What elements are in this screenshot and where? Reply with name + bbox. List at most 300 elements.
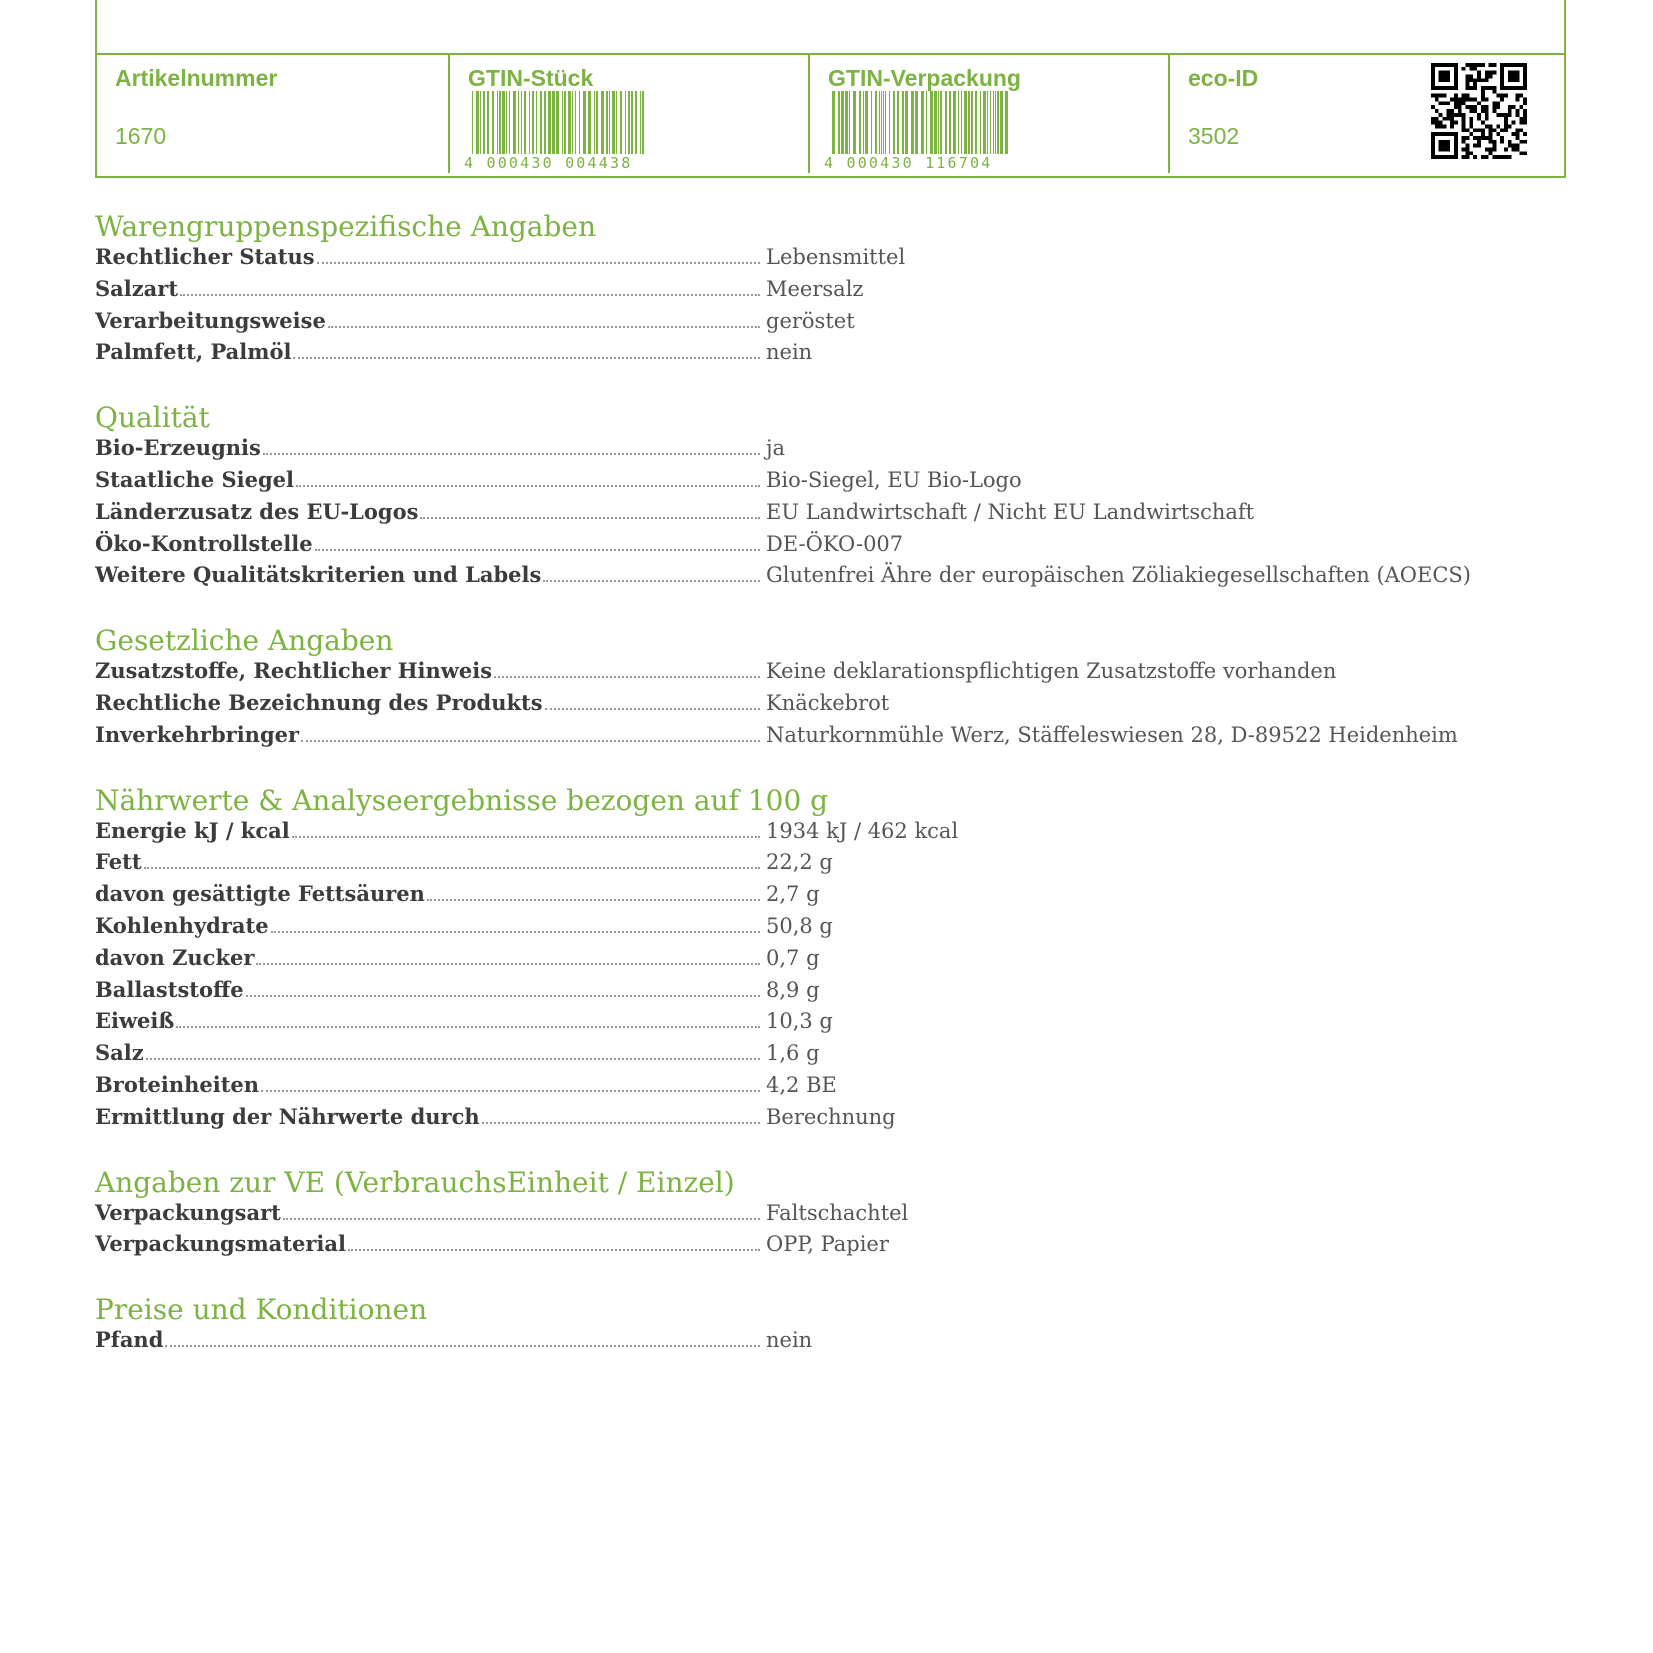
dot-leader [296, 485, 760, 487]
barcode-bar [472, 91, 473, 154]
qr-module [1477, 101, 1481, 105]
qr-module [1450, 117, 1454, 121]
qr-module [1504, 124, 1508, 128]
dot-leader [543, 580, 760, 582]
qr-module [1446, 117, 1450, 121]
qr-module [1492, 90, 1496, 94]
spec-label: Energie kJ / kcal [95, 817, 290, 843]
qr-module [1492, 101, 1496, 105]
qr-module [1515, 128, 1519, 132]
spec-label: Broteinheiten [95, 1071, 260, 1097]
qr-module [1515, 136, 1519, 140]
qr-module [1492, 63, 1496, 67]
barcode-bar [849, 91, 850, 154]
barcode-bar [905, 91, 908, 154]
spec-row [95, 1104, 1566, 1136]
qr-module [1489, 128, 1493, 132]
barcode-bar [552, 91, 555, 154]
qr-module [1481, 90, 1485, 94]
qr-module [1462, 136, 1466, 140]
barcode-bar [949, 91, 951, 154]
barcode-bar [875, 91, 877, 154]
qr-module [1435, 117, 1439, 121]
barcode-bar [993, 91, 994, 154]
spec-value: geröstet [766, 308, 855, 333]
spec-row [95, 499, 1566, 531]
qr-module [1523, 109, 1527, 113]
qr-module [1481, 136, 1485, 140]
qr-module [1462, 121, 1466, 125]
qr-module [1481, 128, 1485, 132]
dot-leader [292, 836, 760, 838]
barcode-bar [642, 91, 644, 154]
barcode-bar [975, 91, 977, 154]
spec-label: Eiweiß [95, 1008, 175, 1034]
barcode-bar [987, 91, 988, 154]
spec-row [95, 881, 1566, 913]
qr-module [1508, 71, 1520, 83]
qr-module [1515, 144, 1519, 148]
spec-value: 2,7 g [766, 882, 820, 907]
barcode-bar [859, 91, 861, 154]
qr-module [1500, 94, 1504, 98]
spec-label-wrap [95, 658, 760, 683]
spec-label: Ermittlung der Nährwerte durch [95, 1103, 480, 1129]
barcode-bar [938, 91, 939, 154]
qr-module [1466, 78, 1470, 82]
barcode-bar [625, 91, 626, 154]
qr-module [1508, 113, 1512, 117]
qr-module [1469, 121, 1473, 125]
qr-module [1489, 151, 1493, 155]
spec-label-wrap [95, 1327, 760, 1352]
spec-value: EU Landwirtschaft / Nicht EU Landwirtschaft [766, 499, 1255, 524]
spec-value: 8,9 g [766, 977, 820, 1002]
qr-module [1512, 105, 1516, 109]
spec-label: Bio-Erzeugnis [95, 435, 261, 461]
qr-module [1477, 78, 1481, 82]
qr-module [1469, 63, 1473, 67]
qr-module [1508, 155, 1512, 159]
spec-label-wrap [95, 1072, 760, 1097]
barcode-bar [509, 91, 510, 154]
barcode-bar [556, 91, 559, 154]
qr-module [1446, 113, 1450, 117]
qr-module [1515, 109, 1519, 113]
barcode-bar [945, 91, 947, 154]
qr-module [1492, 144, 1496, 148]
barcode-bar [524, 91, 526, 154]
qr-module [1431, 117, 1435, 121]
spec-value: Faltschachtel [766, 1200, 909, 1225]
qr-module [1504, 94, 1508, 98]
section [95, 401, 1566, 594]
barcode-bar [575, 91, 576, 154]
qr-module [1504, 147, 1508, 151]
qr-module [1431, 94, 1435, 98]
barcode-bar [940, 91, 942, 154]
spec-row [95, 244, 1566, 276]
qr-module [1477, 63, 1481, 67]
qr-module [1454, 105, 1458, 109]
qr-module [1481, 63, 1485, 67]
qr-module [1485, 136, 1489, 140]
spec-sections [95, 210, 1566, 1389]
qr-module [1489, 86, 1493, 90]
qr-module [1489, 75, 1493, 79]
qr-module [1462, 147, 1466, 151]
barcode-bar [897, 91, 899, 154]
qr-module [1519, 151, 1523, 155]
barcode-bar [980, 91, 981, 154]
qr-module [1485, 113, 1489, 117]
qr-module [1443, 101, 1447, 105]
spec-label-wrap [95, 435, 760, 460]
barcode-bar [995, 91, 996, 154]
qr-module [1481, 86, 1485, 90]
qr-module [1504, 155, 1508, 159]
barcode-bar [628, 91, 630, 154]
spec-label: Salz [95, 1040, 144, 1066]
barcode-bar [532, 91, 534, 154]
section-title: Nährwerte & Analyseergebnisse bezogen auf 100 g [95, 783, 829, 817]
qr-module [1496, 94, 1500, 98]
spec-label-wrap [95, 531, 760, 556]
barcode-bar [612, 91, 615, 154]
gtin-verpackung-cell [810, 55, 1170, 173]
barcode-bar [968, 91, 970, 154]
qr-module [1477, 144, 1481, 148]
qr-module [1473, 136, 1477, 140]
qr-module [1523, 132, 1527, 136]
spec-label-wrap [95, 945, 760, 970]
qr-module [1492, 128, 1496, 132]
qr-module [1466, 147, 1470, 151]
spec-value: OPP, Papier [766, 1232, 889, 1257]
spec-row [95, 1008, 1566, 1040]
barcode-bar [983, 91, 986, 154]
qr-module [1515, 132, 1519, 136]
qr-module [1492, 140, 1496, 144]
qr-module [1496, 132, 1500, 136]
qr-module [1454, 101, 1458, 105]
gtin-stueck-barcode-icon [472, 91, 648, 154]
dot-leader [263, 453, 760, 455]
spec-label-wrap [95, 977, 760, 1002]
barcode-bar [502, 91, 505, 154]
qr-module [1462, 117, 1466, 121]
dot-leader [146, 1058, 760, 1060]
qr-module [1477, 140, 1481, 144]
qr-module [1435, 109, 1439, 113]
barcode-bar [487, 91, 489, 154]
qr-module [1519, 121, 1523, 125]
qr-module [1504, 113, 1508, 117]
spec-value: Naturkornmühle Werz, Stäffeleswiesen 28, D-89522 Heidenheim [766, 722, 1458, 747]
qr-module [1439, 94, 1443, 98]
qr-module [1439, 124, 1443, 128]
qr-module [1469, 117, 1473, 121]
section [95, 1166, 1566, 1264]
qr-module [1458, 105, 1462, 109]
spec-row [95, 308, 1566, 340]
dot-leader [180, 294, 760, 296]
qr-module [1496, 124, 1500, 128]
qr-module [1439, 113, 1443, 117]
spec-row [95, 977, 1566, 1009]
qr-module [1515, 94, 1519, 98]
qr-module [1450, 124, 1454, 128]
barcode-bar [596, 91, 598, 154]
barcode-bar [879, 91, 880, 154]
qr-module [1489, 71, 1493, 75]
spec-label: Staatliche Siegel [95, 466, 294, 492]
spec-row [95, 467, 1566, 499]
qr-module [1481, 109, 1485, 113]
spec-row [95, 531, 1566, 563]
qr-module [1466, 75, 1470, 79]
qr-module [1519, 117, 1523, 121]
section [95, 624, 1566, 753]
qr-code-icon [1431, 63, 1527, 159]
qr-module [1519, 94, 1523, 98]
qr-module [1485, 78, 1489, 82]
qr-module [1512, 121, 1516, 125]
qr-module [1462, 124, 1466, 128]
barcode-bar [631, 91, 633, 154]
barcode-bar [480, 91, 481, 154]
dot-leader [293, 357, 760, 359]
qr-module [1439, 71, 1451, 83]
barcode-bar [893, 91, 895, 154]
qr-module [1435, 121, 1439, 125]
barcode-bar [934, 91, 937, 154]
qr-module [1508, 140, 1512, 144]
spec-label-wrap [95, 1040, 760, 1065]
qr-module [1485, 117, 1489, 121]
gtin-verpackung-label: GTIN-Verpackung [828, 65, 1021, 91]
qr-module [1508, 105, 1512, 109]
qr-module [1512, 132, 1516, 136]
qr-module [1466, 98, 1470, 102]
qr-module [1523, 121, 1527, 125]
barcode-bar [902, 91, 904, 154]
barcode-bar [885, 91, 886, 154]
qr-module [1454, 113, 1458, 117]
artikelnummer-value: 1670 [115, 123, 167, 149]
spec-value: Lebensmittel [766, 245, 906, 269]
spec-label: Salzart [95, 275, 179, 301]
qr-module [1492, 105, 1496, 109]
section [95, 1293, 1566, 1359]
qr-module [1466, 155, 1470, 159]
barcode-bar [997, 91, 999, 154]
dot-leader [427, 899, 760, 901]
barcode-bar [865, 91, 868, 154]
gtin-stueck-digits: 4 000430 004438 [464, 154, 633, 172]
qr-module [1508, 109, 1512, 113]
spec-label: Verpackungsart [95, 1199, 281, 1225]
barcode-bar [1005, 91, 1008, 154]
qr-module [1523, 113, 1527, 117]
qr-module [1523, 101, 1527, 105]
qr-module [1485, 86, 1489, 90]
qr-module [1485, 155, 1489, 159]
dot-leader [261, 1090, 760, 1092]
barcode-bar [616, 91, 617, 154]
qr-module [1481, 94, 1485, 98]
qr-module [1454, 94, 1458, 98]
qr-module [1519, 105, 1523, 109]
qr-module [1473, 67, 1477, 71]
spec-label-wrap [95, 1104, 760, 1129]
dot-leader [301, 740, 760, 742]
spec-label-wrap [95, 1200, 760, 1225]
spec-label-wrap [95, 339, 760, 364]
qr-module [1523, 117, 1527, 121]
gtin-stueck-cell [450, 55, 810, 173]
barcode-bar [990, 91, 991, 154]
dot-leader [317, 262, 760, 264]
qr-module [1473, 155, 1477, 159]
barcode-bar [958, 91, 959, 154]
qr-module [1504, 117, 1508, 121]
spec-label: Verpackungsmaterial [95, 1231, 346, 1257]
barcode-bar [540, 91, 542, 154]
spec-value: 0,7 g [766, 945, 820, 970]
gtin-stueck-label: GTIN-Stück [468, 65, 594, 91]
barcode-bar [845, 91, 848, 154]
qr-module [1481, 105, 1485, 109]
barcode-bar [609, 91, 610, 154]
qr-module [1469, 86, 1473, 90]
spec-row [95, 1072, 1566, 1104]
qr-module [1500, 140, 1504, 144]
qr-module [1481, 78, 1485, 82]
qr-module [1473, 78, 1477, 82]
qr-module [1431, 105, 1435, 109]
qr-module [1466, 128, 1470, 132]
spec-row [95, 945, 1566, 977]
spec-value: DE-ÖKO-007 [766, 531, 904, 556]
gtin-verpackung-barcode-icon [832, 91, 1008, 154]
qr-module [1504, 121, 1508, 125]
barcode-bar [1000, 91, 1003, 154]
spec-row [95, 690, 1566, 722]
qr-module [1462, 155, 1466, 159]
qr-module [1473, 98, 1477, 102]
qr-module [1469, 132, 1473, 136]
qr-module [1469, 75, 1473, 79]
qr-module [1466, 144, 1470, 148]
spec-label-wrap [95, 562, 760, 587]
qr-module [1462, 67, 1466, 71]
qr-module [1515, 98, 1519, 102]
barcode-bar [492, 91, 494, 154]
spec-label: Rechtliche Bezeichnung des Produkts [95, 689, 543, 715]
qr-module [1508, 124, 1512, 128]
dot-leader [246, 995, 760, 997]
qr-module [1477, 75, 1481, 79]
barcode-bar [548, 91, 551, 154]
qr-module [1523, 98, 1527, 102]
qr-module [1462, 140, 1466, 144]
qr-module [1508, 144, 1512, 148]
section-title: Preise und Konditionen [95, 1293, 428, 1327]
qr-module [1492, 109, 1496, 113]
qr-module [1512, 144, 1516, 148]
eco-id-value: 3502 [1188, 123, 1240, 149]
spec-label-wrap [95, 467, 760, 492]
spec-value: Bio-Siegel, EU Bio-Logo [766, 467, 1022, 492]
product-header [95, 0, 1566, 178]
spec-label: Verarbeitungsweise [95, 307, 326, 333]
spec-value: nein [766, 340, 813, 365]
spec-row [95, 722, 1566, 754]
barcode-bar [499, 91, 501, 154]
barcode-bar [529, 91, 530, 154]
barcode-bar [915, 91, 918, 154]
qr-module [1458, 101, 1462, 105]
qr-module [1450, 109, 1454, 113]
qr-module [1481, 98, 1485, 102]
qr-module [1500, 113, 1504, 117]
barcode-bar [953, 91, 956, 154]
qr-module [1481, 155, 1485, 159]
qr-module [1469, 78, 1473, 82]
qr-module [1469, 67, 1473, 71]
qr-module [1523, 151, 1527, 155]
spec-row [95, 339, 1566, 371]
qr-module [1485, 105, 1489, 109]
barcode-bar [476, 91, 479, 154]
qr-module [1489, 124, 1493, 128]
qr-module [1496, 113, 1500, 117]
qr-module [1443, 94, 1447, 98]
qr-module [1485, 75, 1489, 79]
qr-module [1458, 109, 1462, 113]
qr-module [1519, 128, 1523, 132]
qr-module [1446, 109, 1450, 113]
spec-label-wrap [95, 308, 760, 333]
qr-module [1485, 147, 1489, 151]
spec-row [95, 562, 1566, 594]
qr-module [1439, 140, 1451, 152]
qr-module [1466, 82, 1470, 86]
spec-label: Kohlenhydrate [95, 912, 269, 938]
qr-module [1485, 98, 1489, 102]
qr-module [1500, 136, 1504, 140]
barcode-bar [832, 91, 835, 154]
qr-module [1500, 128, 1504, 132]
qr-module [1454, 98, 1458, 102]
section [95, 210, 1566, 371]
qr-module [1439, 101, 1443, 105]
dot-leader [545, 708, 760, 710]
qr-module [1504, 128, 1508, 132]
barcode-bar [635, 91, 637, 154]
qr-module [1485, 71, 1489, 75]
qr-module [1492, 86, 1496, 90]
barcode-bar [606, 91, 608, 154]
spec-label: Zusatzstoffe, Rechtlicher Hinweis [95, 658, 493, 684]
section [95, 784, 1566, 1136]
spec-label-wrap [95, 1008, 760, 1033]
qr-module [1458, 113, 1462, 117]
spec-row [95, 1200, 1566, 1232]
qr-module [1473, 128, 1477, 132]
spec-value: 10,3 g [766, 1009, 833, 1034]
